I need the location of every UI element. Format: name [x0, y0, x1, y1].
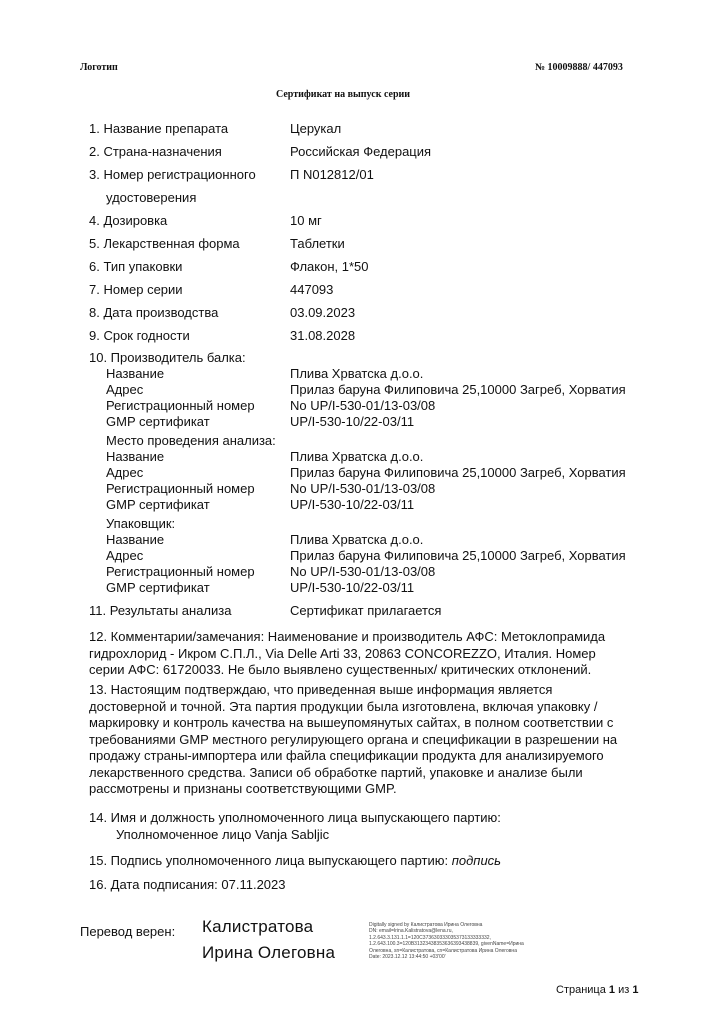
field-value: 03.09.2023: [290, 305, 356, 320]
field-label: 7. Номер серии: [89, 282, 183, 297]
field-value: Церукал: [290, 121, 342, 136]
field-value: Российская Федерация: [290, 144, 432, 159]
field-label: 1. Название препарата: [89, 121, 229, 136]
field-value: 10 мг: [290, 213, 322, 228]
field-label: 8. Дата производства: [89, 305, 219, 320]
field-label: удостоверения: [106, 190, 197, 205]
confirmation-paragraph: 13. Настоящим подтверждаю, что приведенная выше информация является достоверной и точной. Эта партия продукции была изготовлена, включая упаковку / маркировку и контроль качества на вышеупомянутых сайтах, в полном соответствии с требованиями GMP местного регулирующего органа и спецификации в разрешении на продажу страны-импортера или файла спецификации продукта для анализируемого лекарственного средства. Записи об обработке партий, упаковке и анализе были рассмотрены и признаны соответствующими GMP.: [89, 682, 618, 796]
digital-signature-block: Digitally signed by Калистратова Ирина Олеговна DN: email=Irina.Kalistratova@lena.ru, 1.2.643.3.131.1.1=120C373630333035373133333332, 1.2.643.100.3=120B31323438353636393438839, givenName=Ирина Олеговна, sn=Калистратова, cn=Калистратова Ирина Олеговна Date: 2023.12.12 13:44:50 +03'00': [369, 922, 524, 961]
field-label: 9. Срок годности: [89, 328, 190, 343]
comments-paragraph: 12. Комментарии/замечания: Наименование и производитель АФС: Метоклопрамида гидрохлорид - Икром С.П.Л., Via Delle Arti 33, 20863 CONCOREZZO, Италия. Номер серии АФС: 61720033. Не было выявлено существенных/ критических отклонений.: [89, 629, 606, 677]
field-label: 2. Страна-назначения: [89, 144, 222, 159]
signature-label: 15. Подпись уполномоченного лица выпускающего партию:: [89, 853, 449, 868]
logo-placeholder: Логотип: [80, 62, 118, 73]
field-label: 3. Номер регистрационного: [89, 167, 256, 182]
page-title: Сертификат на выпуск серии: [276, 89, 411, 100]
field-value: 31.08.2028: [290, 328, 356, 343]
translator-name-line2: Ирина Олеговна: [202, 943, 336, 962]
field-label: 6. Тип упаковки: [89, 259, 183, 274]
field-value: Флакон, 1*50: [290, 259, 369, 274]
document-number: № 10009888/ 447093: [535, 62, 623, 73]
translation-label: Перевод верен:: [80, 924, 176, 939]
field-label: 5. Лекарственная форма: [89, 236, 240, 251]
translator-name-line1: Калистратова: [202, 917, 314, 936]
field-label: 4. Дозировка: [89, 213, 168, 228]
page-total: 1: [632, 984, 639, 996]
page-current: 1: [608, 984, 616, 996]
field-value: П N012812/01: [290, 167, 374, 182]
page-footer: Страница 1 из 1: [556, 984, 639, 996]
signature-placeholder: подпись: [451, 853, 502, 868]
field-value: Таблетки: [290, 236, 345, 251]
field-value: 447093: [290, 282, 334, 297]
